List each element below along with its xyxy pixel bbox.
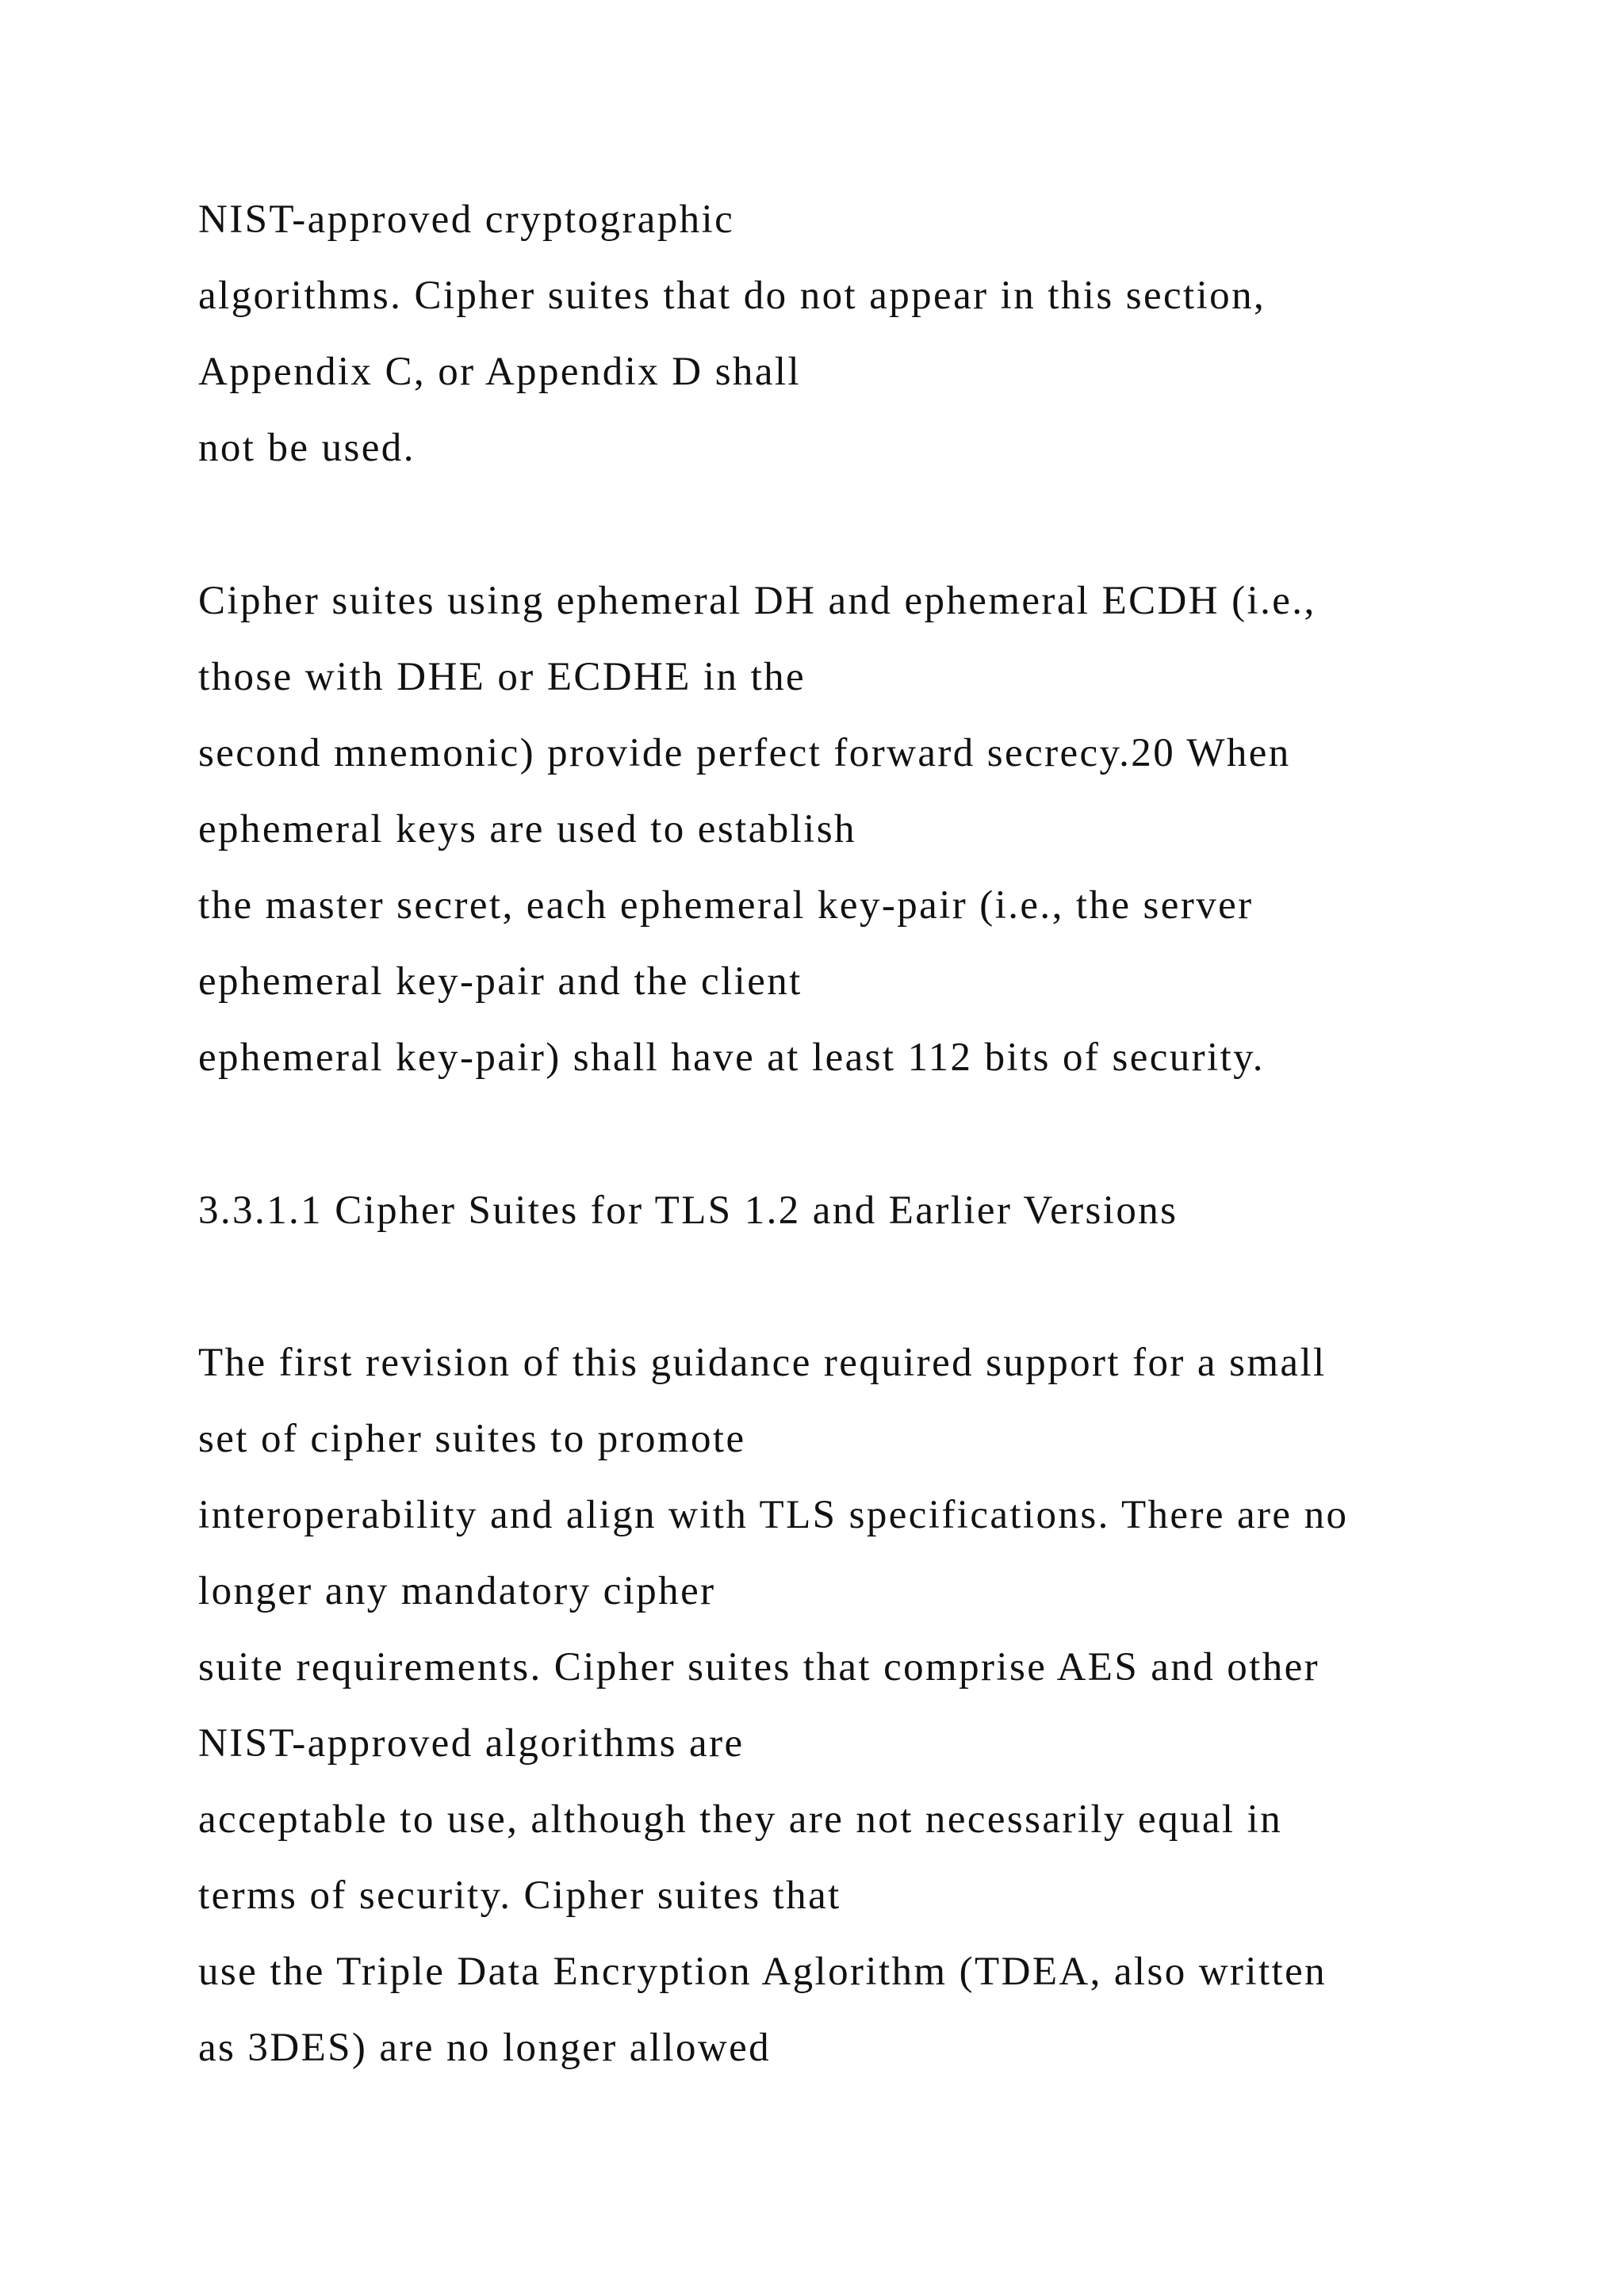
text-line: the master secret, each ephemeral key-pair (i.e., the server	[198, 883, 1254, 928]
text-line: use the Triple Data Encryption Aglorithm (TDEA, also written	[198, 1950, 1327, 1994]
text-line: terms of security. Cipher suites that	[198, 1873, 841, 1918]
text-line: not be used.	[198, 426, 416, 470]
text-line: longer any mandatory cipher	[198, 1569, 716, 1613]
text-line: ephemeral keys are used to establish	[198, 807, 856, 851]
text-line: algorithms. Cipher suites that do not appear in this section,	[198, 274, 1266, 318]
text-line: Cipher suites using ephemeral DH and ephemeral ECDH (i.e.,	[198, 579, 1316, 623]
text-line: The first revision of this guidance required support for a small	[198, 1341, 1327, 1385]
text-line: acceptable to use, although they are not necessarily equal in	[198, 1797, 1283, 1842]
text-line: ephemeral key-pair and the client	[198, 959, 802, 1004]
text-line: interoperability and align with TLS specifications. There are no	[198, 1493, 1349, 1537]
text-line: as 3DES) are no longer allowed	[198, 2026, 772, 2070]
text-line: NIST-approved cryptographic	[198, 197, 735, 242]
text-line: those with DHE or ECDHE in the	[198, 655, 806, 699]
text-line: suite requirements. Cipher suites that comprise AES and other	[198, 1645, 1320, 1689]
section-heading: 3.3.1.1 Cipher Suites for TLS 1.2 and Earlier Versions	[198, 1188, 1178, 1233]
text-line: Appendix C, or Appendix D shall	[198, 350, 802, 394]
text-line: ephemeral key-pair) shall have at least 112 bits of security.	[198, 1035, 1265, 1080]
text-line: second mnemonic) provide perfect forward secrecy.20 When	[198, 731, 1291, 775]
text-line: NIST-approved algorithms are	[198, 1721, 745, 1766]
text-line: set of cipher suites to promote	[198, 1417, 746, 1461]
